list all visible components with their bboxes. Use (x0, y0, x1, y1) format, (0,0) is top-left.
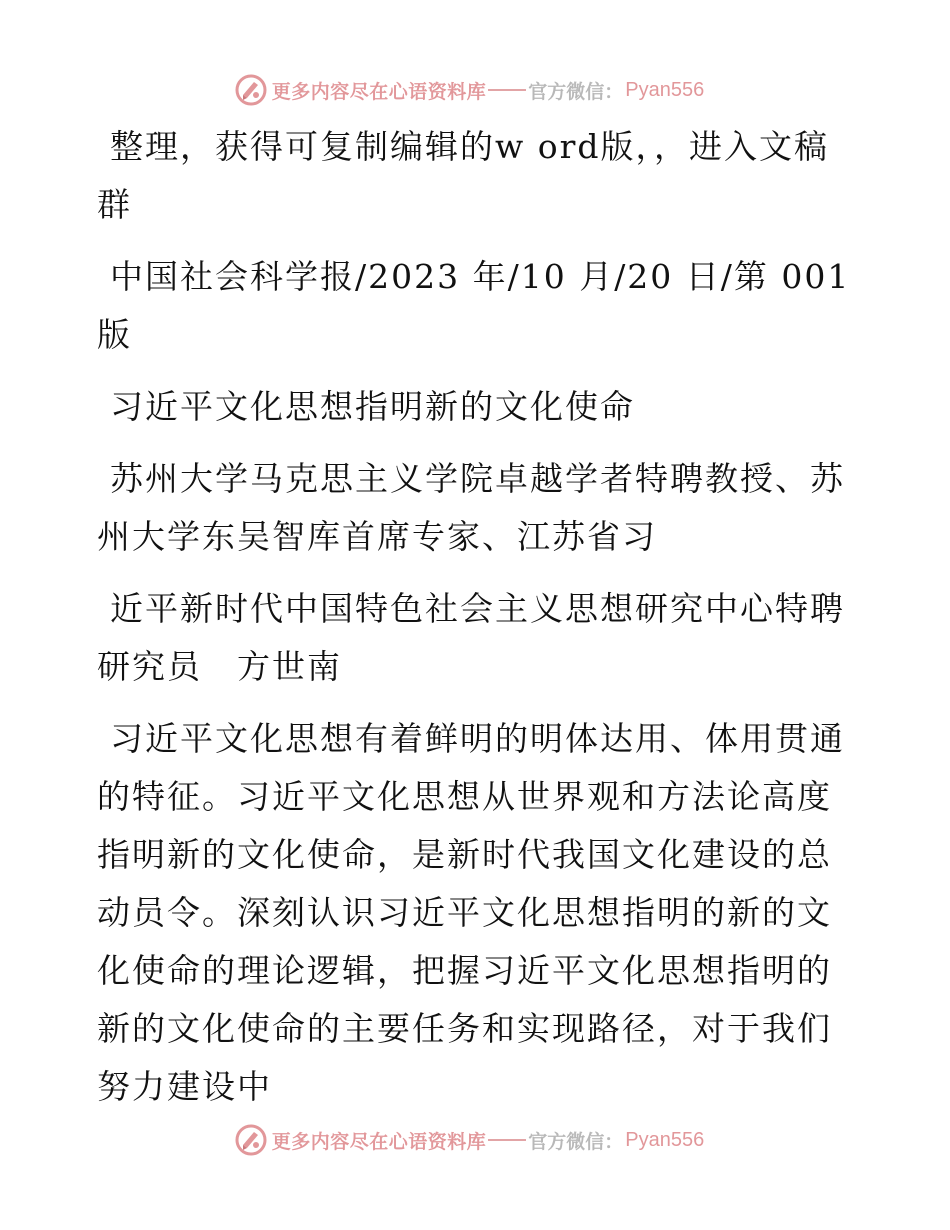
footer-watermark-banner (0, 1120, 950, 1160)
document-body (97, 118, 857, 1116)
banner-official-label: 官方微信： (528, 80, 624, 103)
banner-slogan: 更多内容尽在心语资料库 (271, 1130, 487, 1153)
banner-official-label: 官方微信： (528, 1130, 624, 1153)
intro-note: 整理，获得可复制编辑的w ord版，，进入文稿群 (97, 127, 830, 224)
banner-wechat-id: Pyan556 (625, 1128, 705, 1151)
library-logo-icon (234, 73, 268, 107)
author-affiliation: 苏州大学马克思主义学院卓越学者特聘教授、苏州大学东吴智库首席专家、江苏省习 (97, 459, 845, 556)
author-affiliation-continued: 近平新时代中国特色社会主义思想研究中心特聘研究员 方世南 (97, 589, 845, 686)
banner-divider (488, 1139, 526, 1141)
body-paragraph: 习近平文化思想有着鲜明的明体达用、体用贯通的特征。习近平文化思想从世界观和方法论高度指明新的文化使命，是新时代我国文化建设的总动员令。深刻认识习近平文化思想指明的新的文化使命的理论逻辑，把握习近平文化思想指明的新的文化使命的主要任务和实现路径，对于我们努力建设中 (97, 719, 845, 1106)
library-logo-icon (234, 1123, 268, 1157)
banner-slogan: 更多内容尽在心语资料库 (271, 80, 487, 103)
banner-divider (488, 89, 526, 91)
source-line: 中国社会科学报/2023 年/10 月/20 日/第 001 版 (97, 257, 851, 354)
header-watermark-banner (0, 70, 950, 110)
article-title: 习近平文化思想指明新的文化使命 (110, 387, 635, 426)
banner-wechat-id: Pyan556 (625, 78, 705, 101)
